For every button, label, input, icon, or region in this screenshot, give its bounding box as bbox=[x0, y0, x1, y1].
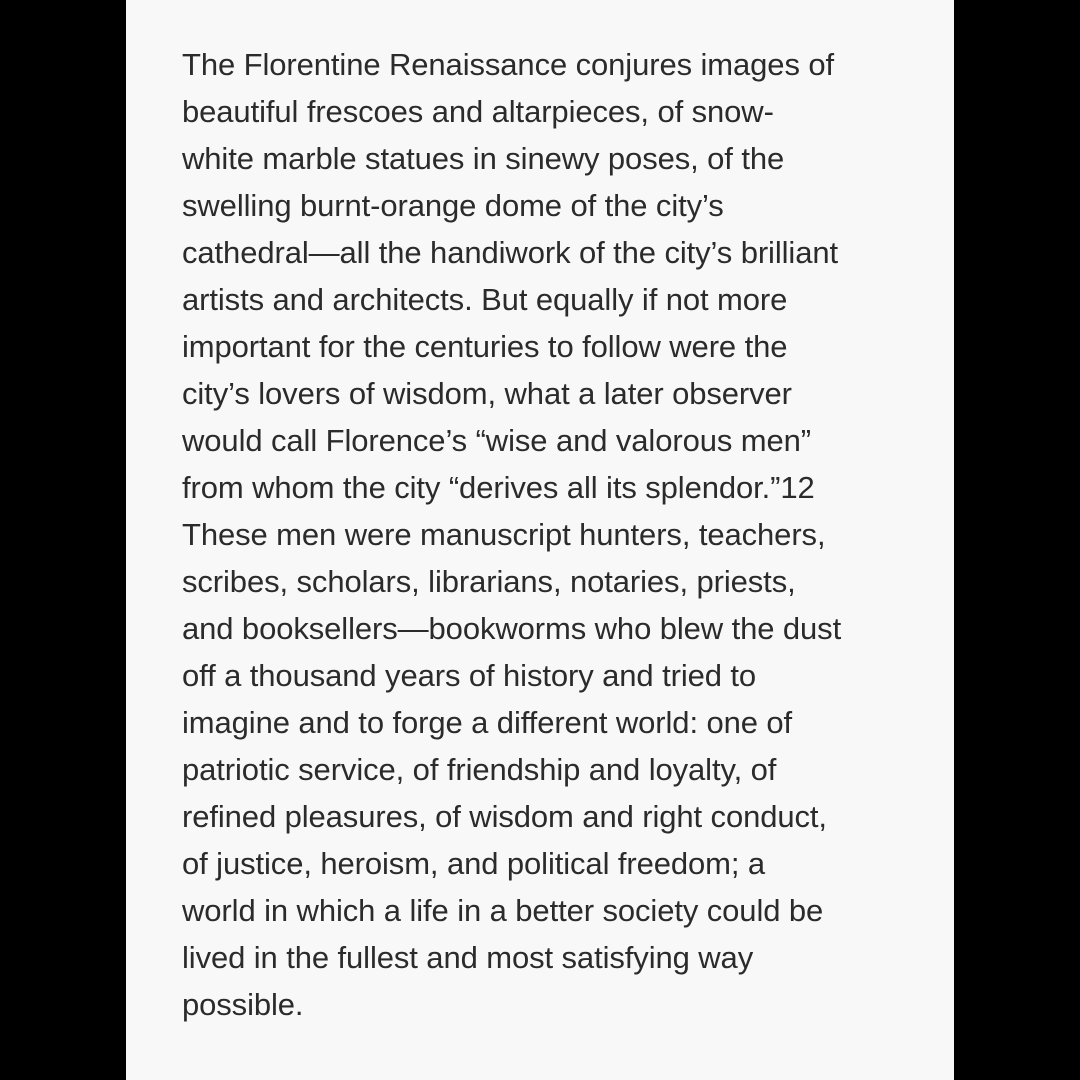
text-page bbox=[126, 0, 954, 1080]
text-line-13: and booksellers—bookworms who blew the dust bbox=[182, 611, 842, 646]
text-line-6: artists and architects. But equally if not more bbox=[182, 282, 788, 317]
text-line-11: These men were manuscript hunters, teachers, bbox=[182, 517, 826, 552]
text-line-17: refined pleasures, of wisdom and right conduct, bbox=[182, 799, 827, 834]
text-line-19: world in which a life in a better society could be bbox=[182, 893, 824, 928]
text-line-2: beautiful frescoes and altarpieces, of snow- bbox=[182, 94, 774, 129]
text-line-14: off a thousand years of history and tried to bbox=[182, 658, 757, 693]
text-line-7: important for the centuries to follow were the bbox=[182, 329, 788, 364]
text-line-16: patriotic service, of friendship and loyalty, of bbox=[182, 752, 777, 787]
text-line-1: The Florentine Renaissance conjures images of bbox=[182, 47, 835, 82]
body-paragraph bbox=[182, 41, 942, 1028]
text-line-3: white marble statues in sinewy poses, of the bbox=[182, 141, 785, 176]
text-line-20: lived in the fullest and most satisfying way bbox=[182, 940, 754, 975]
text-line-4: swelling burnt-orange dome of the city’s bbox=[182, 188, 724, 223]
text-line-18: of justice, heroism, and political freedom; a bbox=[182, 846, 766, 881]
text-line-10: from whom the city “derives all its splendor.”12 bbox=[182, 470, 815, 505]
text-line-15: imagine and to forge a different world: one of bbox=[182, 705, 793, 740]
text-line-12: scribes, scholars, librarians, notaries, priests, bbox=[182, 564, 796, 599]
text-line-21: possible. bbox=[182, 987, 304, 1022]
text-line-5: cathedral—all the handiwork of the city’s brilliant bbox=[182, 235, 838, 270]
text-line-9: would call Florence’s “wise and valorous men” bbox=[182, 423, 811, 458]
text-line-8: city’s lovers of wisdom, what a later observer bbox=[182, 376, 792, 411]
